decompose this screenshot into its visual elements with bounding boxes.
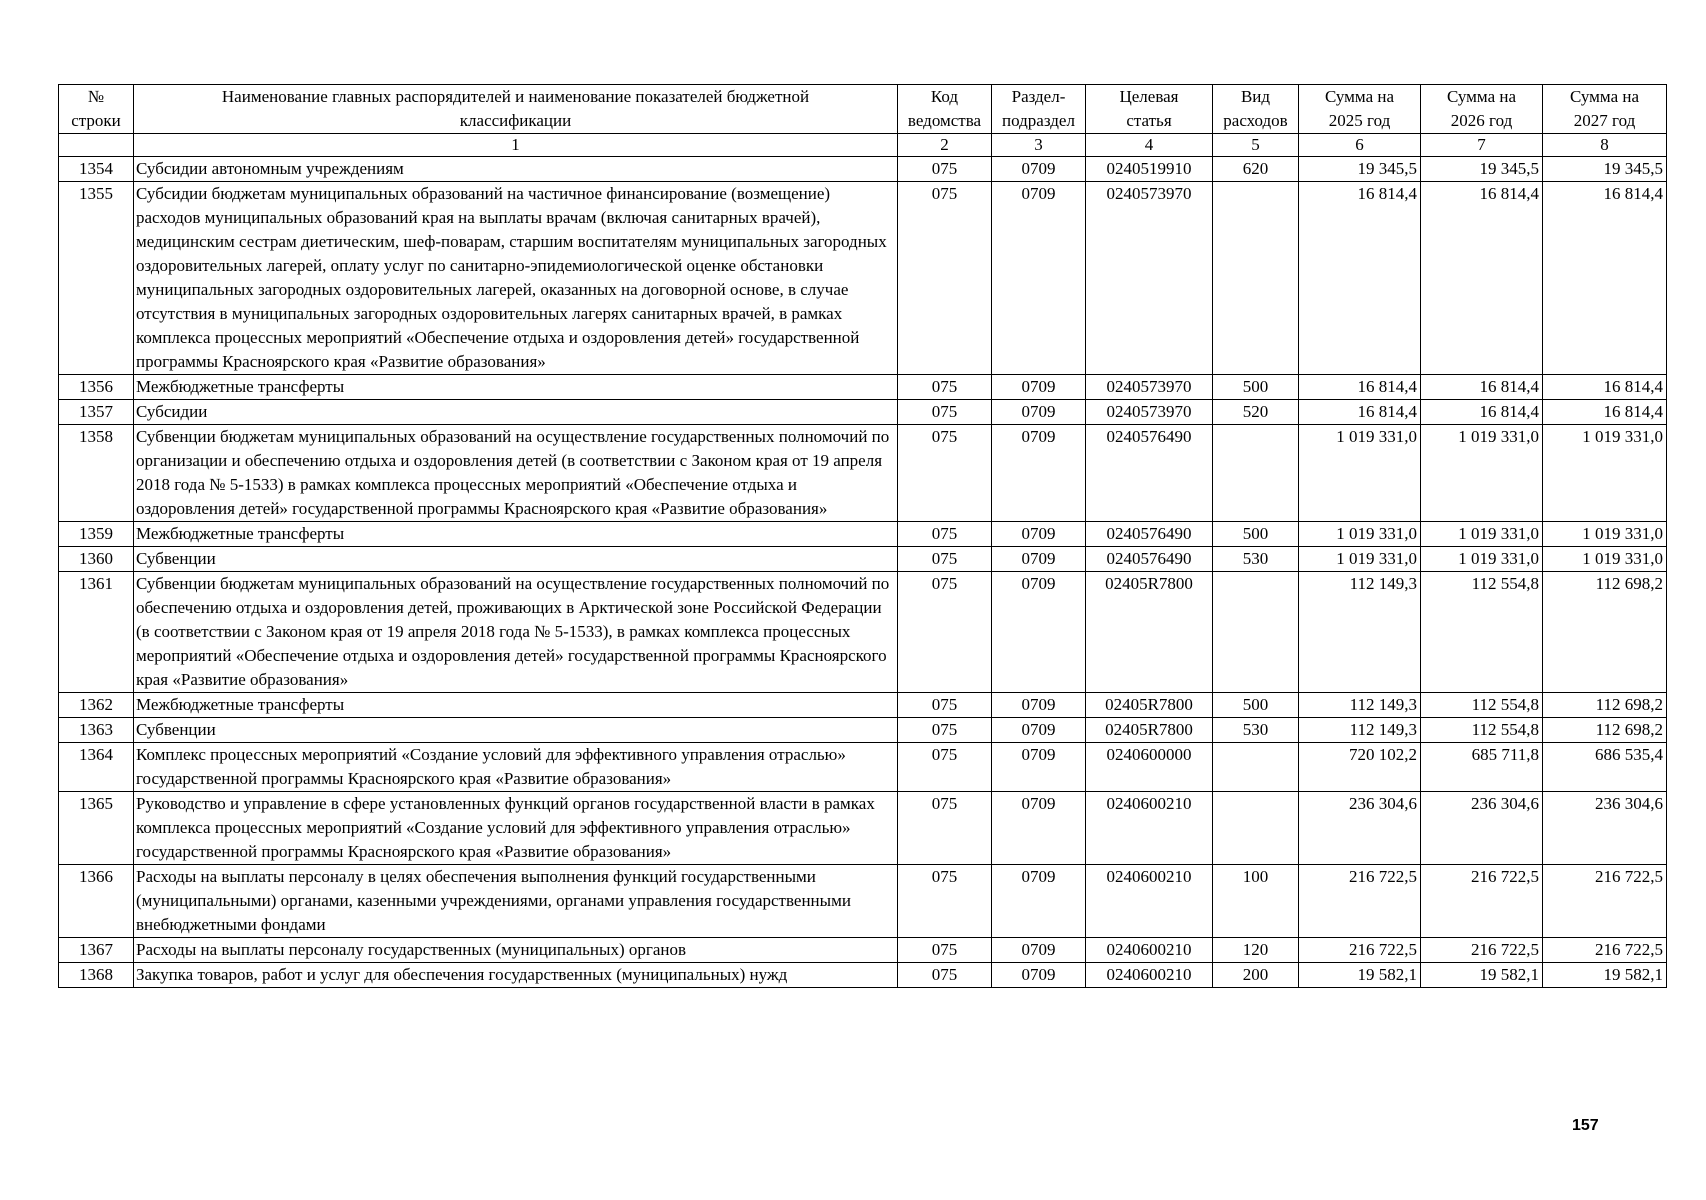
row-number: 1368 xyxy=(59,963,134,988)
row-sum-2025: 720 102,2 xyxy=(1299,743,1421,792)
row-dept-code: 075 xyxy=(898,963,992,988)
row-expense-type: 520 xyxy=(1213,400,1299,425)
row-expense-type xyxy=(1213,743,1299,792)
row-name: Субвенции xyxy=(134,547,898,572)
row-target: 0240600210 xyxy=(1086,938,1213,963)
row-dept-code: 075 xyxy=(898,938,992,963)
table-row xyxy=(59,572,1667,693)
row-sum-2026: 1 019 331,0 xyxy=(1421,522,1543,547)
row-sum-2025: 1 019 331,0 xyxy=(1299,425,1421,522)
row-target: 02405R7800 xyxy=(1086,572,1213,693)
row-section: 0709 xyxy=(992,718,1086,743)
row-expense-type: 200 xyxy=(1213,963,1299,988)
row-expense-type xyxy=(1213,572,1299,693)
row-sum-2027: 112 698,2 xyxy=(1543,718,1667,743)
row-sum-2025: 236 304,6 xyxy=(1299,792,1421,865)
row-section: 0709 xyxy=(992,792,1086,865)
row-sum-2026: 16 814,4 xyxy=(1421,182,1543,375)
row-expense-type: 500 xyxy=(1213,375,1299,400)
row-name: Субвенции xyxy=(134,718,898,743)
row-sum-2027: 686 535,4 xyxy=(1543,743,1667,792)
row-section: 0709 xyxy=(992,938,1086,963)
column-number: 1 xyxy=(134,134,898,157)
row-dept-code: 075 xyxy=(898,400,992,425)
row-sum-2026: 16 814,4 xyxy=(1421,375,1543,400)
row-number: 1363 xyxy=(59,718,134,743)
row-sum-2026: 216 722,5 xyxy=(1421,938,1543,963)
row-sum-2025: 1 019 331,0 xyxy=(1299,522,1421,547)
row-expense-type xyxy=(1213,182,1299,375)
row-dept-code: 075 xyxy=(898,743,992,792)
table-row xyxy=(59,157,1667,182)
row-target: 0240600210 xyxy=(1086,792,1213,865)
row-sum-2026: 1 019 331,0 xyxy=(1421,425,1543,522)
row-dept-code: 075 xyxy=(898,182,992,375)
budget-table xyxy=(58,84,1667,988)
table-body xyxy=(59,157,1667,988)
row-number: 1359 xyxy=(59,522,134,547)
row-section: 0709 xyxy=(992,572,1086,693)
row-sum-2025: 216 722,5 xyxy=(1299,938,1421,963)
row-name: Расходы на выплаты персоналу в целях обеспечения выполнения функций государственными (муниципальными) органами, казенными учреждениями, органами управления государственными внебюджетными фондами xyxy=(134,865,898,938)
row-sum-2026: 112 554,8 xyxy=(1421,572,1543,693)
column-number: 5 xyxy=(1213,134,1299,157)
header-row xyxy=(59,85,1667,134)
row-expense-type: 120 xyxy=(1213,938,1299,963)
row-sum-2025: 16 814,4 xyxy=(1299,400,1421,425)
row-number: 1354 xyxy=(59,157,134,182)
row-expense-type: 500 xyxy=(1213,693,1299,718)
row-sum-2025: 16 814,4 xyxy=(1299,375,1421,400)
row-number: 1367 xyxy=(59,938,134,963)
row-target: 0240573970 xyxy=(1086,182,1213,375)
row-target: 0240600000 xyxy=(1086,743,1213,792)
row-section: 0709 xyxy=(992,375,1086,400)
header-sum-2026: Сумма на 2026 год xyxy=(1421,85,1543,134)
row-sum-2027: 1 019 331,0 xyxy=(1543,547,1667,572)
row-dept-code: 075 xyxy=(898,522,992,547)
row-number: 1360 xyxy=(59,547,134,572)
row-sum-2026: 112 554,8 xyxy=(1421,718,1543,743)
row-sum-2026: 236 304,6 xyxy=(1421,792,1543,865)
row-dept-code: 075 xyxy=(898,157,992,182)
table-row xyxy=(59,693,1667,718)
row-number: 1357 xyxy=(59,400,134,425)
row-name: Субвенции бюджетам муниципальных образований на осуществление государственных полномочий по организации и обеспечению отдыха и оздоровления детей (в соответствии с Законом края от 19 апреля 2018 года № 5-1533) в рамках комплекса процессных мероприятий «Обеспечение отдыха и оздоровления детей» государственной программы Красноярского края «Развитие образования» xyxy=(134,425,898,522)
row-number: 1364 xyxy=(59,743,134,792)
row-sum-2027: 236 304,6 xyxy=(1543,792,1667,865)
row-dept-code: 075 xyxy=(898,572,992,693)
table-row xyxy=(59,718,1667,743)
row-dept-code: 075 xyxy=(898,792,992,865)
row-section: 0709 xyxy=(992,865,1086,938)
row-number: 1365 xyxy=(59,792,134,865)
row-sum-2026: 112 554,8 xyxy=(1421,693,1543,718)
row-expense-type xyxy=(1213,792,1299,865)
row-section: 0709 xyxy=(992,547,1086,572)
row-number: 1358 xyxy=(59,425,134,522)
row-section: 0709 xyxy=(992,743,1086,792)
header-sum-2025: Сумма на 2025 год xyxy=(1299,85,1421,134)
row-name: Расходы на выплаты персоналу государственных (муниципальных) органов xyxy=(134,938,898,963)
row-number: 1355 xyxy=(59,182,134,375)
row-target: 02405R7800 xyxy=(1086,718,1213,743)
row-expense-type: 100 xyxy=(1213,865,1299,938)
row-sum-2026: 19 345,5 xyxy=(1421,157,1543,182)
row-section: 0709 xyxy=(992,425,1086,522)
row-sum-2027: 1 019 331,0 xyxy=(1543,522,1667,547)
table-row xyxy=(59,522,1667,547)
header-sum-2027: Сумма на 2027 год xyxy=(1543,85,1667,134)
row-expense-type xyxy=(1213,425,1299,522)
header-target: Целевая статья xyxy=(1086,85,1213,134)
row-dept-code: 075 xyxy=(898,693,992,718)
row-name: Межбюджетные трансферты xyxy=(134,522,898,547)
row-sum-2026: 216 722,5 xyxy=(1421,865,1543,938)
row-sum-2026: 19 582,1 xyxy=(1421,963,1543,988)
row-sum-2027: 16 814,4 xyxy=(1543,182,1667,375)
table-row xyxy=(59,182,1667,375)
row-sum-2025: 19 345,5 xyxy=(1299,157,1421,182)
row-sum-2025: 1 019 331,0 xyxy=(1299,547,1421,572)
row-sum-2027: 112 698,2 xyxy=(1543,693,1667,718)
row-target: 02405R7800 xyxy=(1086,693,1213,718)
row-sum-2027: 1 019 331,0 xyxy=(1543,425,1667,522)
header-dept-code: Код ведомства xyxy=(898,85,992,134)
row-sum-2027: 112 698,2 xyxy=(1543,572,1667,693)
row-sum-2027: 16 814,4 xyxy=(1543,375,1667,400)
row-name: Субвенции бюджетам муниципальных образований на осуществление государственных полномочий по обеспечению отдыха и оздоровления детей, проживающих в Арктической зоне Российской Федерации (в соответствии с Законом края от 19 апреля 2018 года № 5-1533), в рамках комплекса процессных мероприятий «Обеспечение отдыха и оздоровления детей» государственной программы Красноярского края «Развитие образования» xyxy=(134,572,898,693)
row-dept-code: 075 xyxy=(898,718,992,743)
row-section: 0709 xyxy=(992,522,1086,547)
row-name: Субсидии автономным учреждениям xyxy=(134,157,898,182)
row-target: 0240576490 xyxy=(1086,425,1213,522)
table-row xyxy=(59,865,1667,938)
row-section: 0709 xyxy=(992,400,1086,425)
row-dept-code: 075 xyxy=(898,425,992,522)
row-sum-2025: 112 149,3 xyxy=(1299,718,1421,743)
row-sum-2025: 216 722,5 xyxy=(1299,865,1421,938)
row-section: 0709 xyxy=(992,157,1086,182)
row-sum-2027: 216 722,5 xyxy=(1543,938,1667,963)
row-dept-code: 075 xyxy=(898,865,992,938)
row-target: 0240573970 xyxy=(1086,400,1213,425)
column-number: 7 xyxy=(1421,134,1543,157)
column-number: 6 xyxy=(1299,134,1421,157)
column-number: 4 xyxy=(1086,134,1213,157)
row-dept-code: 075 xyxy=(898,375,992,400)
column-number: 2 xyxy=(898,134,992,157)
row-number: 1366 xyxy=(59,865,134,938)
row-sum-2025: 16 814,4 xyxy=(1299,182,1421,375)
row-number: 1361 xyxy=(59,572,134,693)
page-number: 157 xyxy=(1572,1117,1599,1134)
row-expense-type: 620 xyxy=(1213,157,1299,182)
row-section: 0709 xyxy=(992,693,1086,718)
row-dept-code: 075 xyxy=(898,547,992,572)
row-name: Комплекс процессных мероприятий «Создание условий для эффективного управления отраслью» государственной программы Красноярского края «Развитие образования» xyxy=(134,743,898,792)
row-target: 0240600210 xyxy=(1086,865,1213,938)
row-target: 0240573970 xyxy=(1086,375,1213,400)
header-expense-type: Вид расходов xyxy=(1213,85,1299,134)
row-section: 0709 xyxy=(992,963,1086,988)
table-row xyxy=(59,792,1667,865)
row-name: Субсидии xyxy=(134,400,898,425)
row-sum-2027: 216 722,5 xyxy=(1543,865,1667,938)
table-row xyxy=(59,425,1667,522)
row-sum-2026: 1 019 331,0 xyxy=(1421,547,1543,572)
row-sum-2026: 16 814,4 xyxy=(1421,400,1543,425)
row-target: 0240519910 xyxy=(1086,157,1213,182)
row-target: 0240576490 xyxy=(1086,547,1213,572)
table-row xyxy=(59,547,1667,572)
row-name: Межбюджетные трансферты xyxy=(134,375,898,400)
row-target: 0240600210 xyxy=(1086,963,1213,988)
row-sum-2027: 16 814,4 xyxy=(1543,400,1667,425)
row-sum-2027: 19 582,1 xyxy=(1543,963,1667,988)
column-number: 8 xyxy=(1543,134,1667,157)
table-row xyxy=(59,400,1667,425)
table-row xyxy=(59,375,1667,400)
row-number: 1362 xyxy=(59,693,134,718)
row-name: Закупка товаров, работ и услуг для обеспечения государственных (муниципальных) нужд xyxy=(134,963,898,988)
row-expense-type: 500 xyxy=(1213,522,1299,547)
row-sum-2027: 19 345,5 xyxy=(1543,157,1667,182)
row-sum-2025: 19 582,1 xyxy=(1299,963,1421,988)
column-number-row xyxy=(59,134,1667,157)
header-name: Наименование главных распорядителей и наименование показателей бюджетной классификации xyxy=(134,85,898,134)
table-row xyxy=(59,938,1667,963)
row-name: Межбюджетные трансферты xyxy=(134,693,898,718)
header-section: Раздел- подраздел xyxy=(992,85,1086,134)
column-number xyxy=(59,134,134,157)
row-section: 0709 xyxy=(992,182,1086,375)
table-row xyxy=(59,743,1667,792)
row-name: Руководство и управление в сфере установленных функций органов государственной власти в рамках комплекса процессных мероприятий «Создание условий для эффективного управления отраслью» государственной программы Красноярского края «Развитие образования» xyxy=(134,792,898,865)
row-target: 0240576490 xyxy=(1086,522,1213,547)
row-sum-2025: 112 149,3 xyxy=(1299,572,1421,693)
table-row xyxy=(59,963,1667,988)
row-expense-type: 530 xyxy=(1213,547,1299,572)
header-row-no: № строки xyxy=(59,85,134,134)
row-sum-2026: 685 711,8 xyxy=(1421,743,1543,792)
row-sum-2025: 112 149,3 xyxy=(1299,693,1421,718)
row-expense-type: 530 xyxy=(1213,718,1299,743)
row-name: Субсидии бюджетам муниципальных образований на частичное финансирование (возмещение) расходов муниципальных образований края на выплаты врачам (включая санитарных врачей), медицинским сестрам диетическим, шеф-поварам, старшим воспитателям муниципальных загородных оздоровительных лагерей, оплату услуг по санитарно-эпидемиологической оценке обстановки муниципальных загородных оздоровительных лагерей, оказанных на договорной основе, в случае отсутствия в муниципальных загородных оздоровительных лагерях санитарных врачей, в рамках комплекса процессных мероприятий «Обеспечение отдыха и оздоровления детей» государственной программы Красноярского края «Развитие образования» xyxy=(134,182,898,375)
row-number: 1356 xyxy=(59,375,134,400)
column-number: 3 xyxy=(992,134,1086,157)
